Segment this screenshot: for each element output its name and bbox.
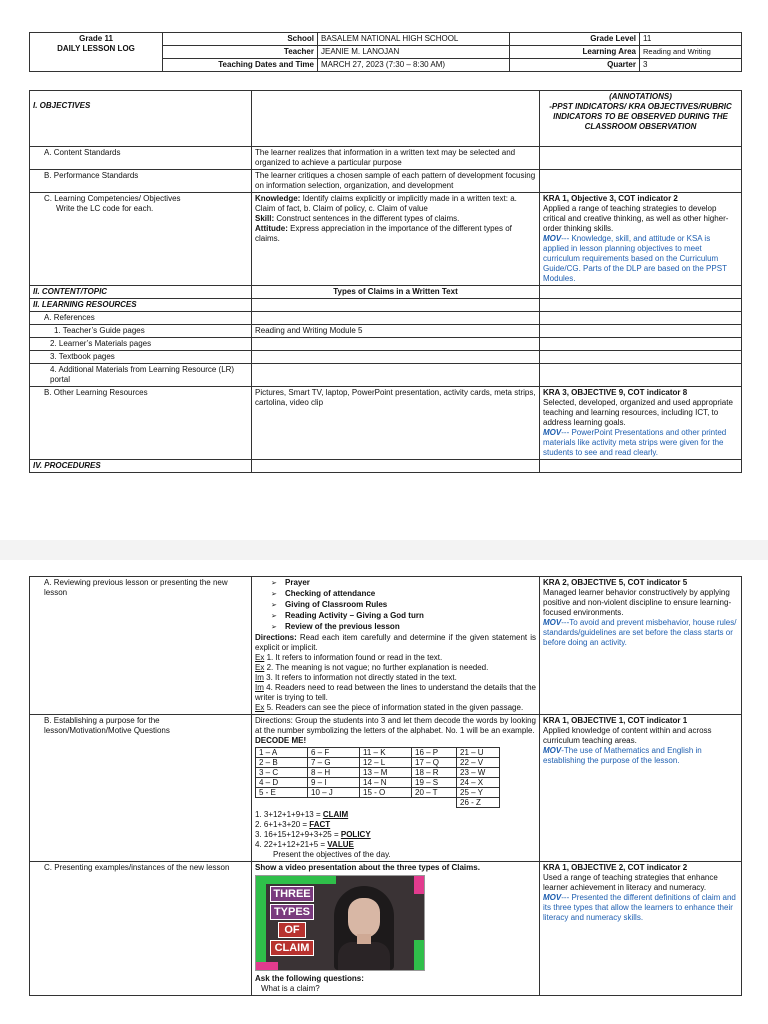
presenter-face (348, 898, 380, 938)
mov-text: --- PowerPoint Presentations and other printed materials like activity meta strips were given for the students to see and read clearly. (543, 428, 727, 457)
list-item: ➢ Prayer (285, 578, 536, 589)
empty-cell (540, 325, 742, 338)
objectives-annotation (540, 193, 742, 286)
answer-word: VALUE (327, 840, 354, 849)
directions-label: Directions: (255, 633, 297, 642)
competencies-label-cell (30, 193, 252, 286)
decode-cell: 5 - E (256, 788, 308, 798)
decode-cell: 14 – N (360, 778, 412, 788)
performance-standards-label: B. Performance Standards (30, 170, 252, 193)
kra-title: KRA 1, Objective 3, COT indicator 2 (543, 194, 678, 203)
question-item: What is a claim? (261, 984, 320, 993)
teacher-value: JEANIE M. LANOJAN (318, 46, 510, 59)
learners-materials-label: 2. Learner’s Materials pages (30, 338, 252, 351)
decode-cell: 17 – Q (412, 758, 457, 768)
procedure-c-annotation (540, 862, 742, 996)
decode-cell: 9 – I (308, 778, 360, 788)
thumbnail-word: OF (278, 922, 306, 938)
empty-cell (540, 312, 742, 325)
answer-equation: 3. 16+15+12+9+3+25 = (255, 830, 341, 839)
teachers-guide-label: 1. Teacher’s Guide pages (30, 325, 252, 338)
other-resources-value: Pictures, Smart TV, laptop, PowerPoint presentation, activity cards, meta strips, cartolina, video clip (252, 387, 540, 460)
empty-cell (252, 351, 540, 364)
kra-text: Selected, developed, organized and used appropriate teaching and learning resources, including ICT, to address learning goals. (543, 398, 733, 427)
empty-cell (252, 299, 540, 312)
procedures-title: IV. PROCEDURES (30, 460, 252, 473)
thumbnail-green-frame (414, 940, 424, 970)
kra-title: KRA 3, OBJECTIVE 9, COT indicator 8 (543, 388, 688, 397)
kra-text: Used a range of teaching strategies that enhance learner achievement in literacy and numeracy. (543, 873, 718, 892)
decode-cell: 10 – J (308, 788, 360, 798)
quarter-label: Quarter (510, 59, 640, 72)
item-tag: Ex (255, 663, 265, 672)
video-thumbnail[interactable] (255, 875, 425, 971)
thumbnail-word: CLAIM (270, 940, 314, 956)
decode-table (255, 747, 500, 808)
empty-cell (540, 338, 742, 351)
thumbnail-green-frame (256, 876, 266, 970)
procedure-a-content (252, 577, 540, 715)
other-resources-label: B. Other Learning Resources (30, 387, 252, 460)
decode-cell: 26 - Z (457, 798, 500, 808)
procedure-a-list (255, 578, 536, 633)
decode-cell: 15 - O (360, 788, 412, 798)
kra-text: Applied knowledge of content within and across curriculum teaching areas. (543, 726, 712, 745)
kra-title: KRA 1, OBJECTIVE 2, COT indicator 2 (543, 863, 688, 872)
decode-cell: 13 – M (360, 768, 412, 778)
header-title-cell (30, 33, 163, 72)
skill-text: Construct sentences in the different types of claims. (274, 214, 460, 223)
teachers-guide-value: Reading and Writing Module 5 (252, 325, 540, 338)
area-label: Learning Area (510, 46, 640, 59)
empty-cell (540, 364, 742, 387)
skill-label: Skill: (255, 214, 275, 223)
empty-cell (540, 460, 742, 473)
quarter-value: 3 (640, 59, 742, 72)
answer-equation: 1. 3+12+1+9+13 = (255, 810, 323, 819)
empty-cell (252, 338, 540, 351)
item-tag: Ex (255, 703, 265, 712)
mov-label: MOV (543, 893, 562, 902)
decode-cell: 1 – A (256, 748, 308, 758)
item-text: 4. Readers need to read between the lines to understand the details that the writer is trying to tell. (255, 683, 536, 702)
mov-text: -The use of Mathematics and English in establishing the purpose of the lesson. (543, 746, 702, 765)
answer-word: CLAIM (322, 810, 349, 819)
list-item: ➢ Giving of Classroom Rules (285, 600, 536, 611)
content-topic-title: II. CONTENT/TOPIC (30, 286, 252, 299)
kra-title: KRA 1, OBJECTIVE 1, COT indicator 1 (543, 716, 688, 725)
kra-text: Applied a range of teaching strategies to develop critical and creative thinking, as well as other higher-order thinking skills. (543, 204, 729, 233)
decode-cell: 7 – G (308, 758, 360, 768)
empty-cell (540, 286, 742, 299)
empty-cell (252, 460, 540, 473)
presenter-body (338, 942, 390, 970)
decode-directions: Directions: Group the students into 3 and let them decode the words by looking at the number symbolizing the letters of the alphabet. No. 1 will be an example. (255, 716, 536, 735)
item-text: 1. It refers to information found or read in the text. (264, 653, 443, 662)
resources-annotation (540, 387, 742, 460)
mov-label: MOV (543, 428, 562, 437)
thumbnail-title-box (270, 886, 314, 956)
dll-main-table (29, 90, 742, 473)
kra-title: KRA 2, OBJECTIVE 5, COT indicator 5 (543, 578, 688, 587)
competencies-value (252, 193, 540, 286)
empty-cell (540, 351, 742, 364)
procedure-b-content (252, 715, 540, 862)
mov-text: --- Knowledge, skill, and attitude or KSA is applied in lesson planning objectives to meet curriculum requirements based on the Curriculum Guide/CG. Parts of the DLP are based on the PPST Modules. (543, 234, 727, 283)
directions-text: Read each item carefully and determine if the given statement is explicit or implicit. (255, 633, 536, 652)
decode-cell: 24 – X (457, 778, 500, 788)
empty-cell (540, 299, 742, 312)
list-item: ➢ Review of the previous lesson (285, 622, 536, 633)
content-standards-label: A. Content Standards (30, 147, 252, 170)
item-tag: Im (255, 683, 264, 692)
decode-cell: 25 – Y (457, 788, 500, 798)
decode-cell: 16 – P (412, 748, 457, 758)
decode-cell: 2 – B (256, 758, 308, 768)
answer-equation: 4. 22+1+12+21+5 = (255, 840, 328, 849)
grade-title: Grade 11 (79, 34, 113, 43)
competencies-sub: Write the LC code for each. (56, 204, 154, 213)
mov-label: MOV (543, 618, 562, 627)
thumbnail-word: THREE (270, 886, 314, 902)
presenter-neck (357, 934, 371, 944)
attitude-label: Attitude: (255, 224, 288, 233)
performance-standards-value: The learner critiques a chosen sample of each pattern of development focusing on information selection, organization, and development (252, 170, 540, 193)
grade-level-label: Grade Level (510, 33, 640, 46)
video-instruction: Show a video presentation about the three types of Claims. (255, 863, 480, 872)
decode-cell: 19 – S (412, 778, 457, 788)
item-text: 5. Readers can see the piece of information stated in the given passage. (264, 703, 524, 712)
decode-cell: 4 – D (256, 778, 308, 788)
procedure-c-label: C. Presenting examples/instances of the new lesson (30, 862, 252, 996)
item-tag: Im (255, 673, 264, 682)
dates-value: MARCH 27, 2023 (7:30 – 8:30 AM) (318, 59, 510, 72)
procedure-b-annotation (540, 715, 742, 862)
references-label: A. References (30, 312, 252, 325)
empty-cell (252, 312, 540, 325)
decode-cell: 11 – K (360, 748, 412, 758)
objectives-title: I. OBJECTIVES (30, 91, 252, 147)
teacher-label: Teacher (163, 46, 318, 59)
thumbnail-green-frame (256, 876, 336, 884)
empty-cell (540, 147, 742, 170)
attitude-text: Express appreciation in the importance of the different types of claims. (255, 224, 512, 243)
competencies-label: C. Learning Competencies/ Objectives (44, 194, 181, 203)
additional-materials-label: 4. Additional Materials from Learning Resource (LR) portal (30, 364, 252, 387)
school-value: BASALEM NATIONAL HIGH SCHOOL (318, 33, 510, 46)
grade-level-value: 11 (640, 33, 742, 46)
item-tag: Ex (255, 653, 265, 662)
annotations-header: (ANNOTATIONS) -PPST INDICATORS/ KRA OBJECTIVES/RUBRIC INDICATORS TO BE OBSERVED DURING THE CLASSROOM OBSERVATION (540, 91, 742, 147)
kra-text: Managed learner behavior constructively by applying positive and non-violent discipline to ensure learning-focused environments. (543, 588, 732, 617)
ask-questions: Ask the following questions: (255, 974, 364, 983)
textbook-label: 3. Textbook pages (30, 351, 252, 364)
empty-cell (412, 798, 457, 808)
present-objectives: Present the objectives of the day. (273, 850, 391, 859)
decode-cell: 6 – F (308, 748, 360, 758)
empty-cell (256, 798, 308, 808)
thumbnail-word: TYPES (270, 904, 314, 920)
item-text: 3. It refers to information not directly stated in the text. (263, 673, 457, 682)
answer-word: POLICY (340, 830, 371, 839)
decode-cell: 3 – C (256, 768, 308, 778)
content-standards-value: The learner realizes that information in a written text may be selected and organized to achieve a particular purpose (252, 147, 540, 170)
empty-cell (360, 798, 412, 808)
mov-label: MOV (543, 746, 562, 755)
decode-cell: 8 – H (308, 768, 360, 778)
header-table (29, 32, 742, 72)
thumbnail-pink-frame (256, 962, 278, 970)
thumbnail-pink-frame (414, 876, 424, 894)
mov-text: ---To avoid and prevent misbehavior, house rules/ standards/guidelines are set before the class starts or before doing an activity. (543, 618, 737, 647)
decode-title: DECODE ME! (255, 736, 307, 745)
mov-label: MOV (543, 234, 562, 243)
decode-cell: 12 – L (360, 758, 412, 768)
knowledge-text: Identify claims explicitly or implicitly made in a written text: a. Claim of fact, b. Claim of policy, c. Claim of value (255, 194, 517, 213)
dates-label: Teaching Dates and Time (163, 59, 318, 72)
item-text: 2. The meaning is not vague; no further explanation is needed. (264, 663, 489, 672)
decode-cell: 20 – T (412, 788, 457, 798)
procedure-a-annotation (540, 577, 742, 715)
decode-cell: 18 – R (412, 768, 457, 778)
answer-word: FACT (309, 820, 331, 829)
answer-equation: 2. 6+1+3+20 = (255, 820, 310, 829)
empty-cell (540, 170, 742, 193)
list-item: ➢ Reading Activity – Giving a God turn (285, 611, 536, 622)
list-item: ➢ Checking of attendance (285, 589, 536, 600)
decode-cell: 21 – U (457, 748, 500, 758)
log-title: DAILY LESSON LOG (57, 44, 135, 53)
decode-cell: 22 – V (457, 758, 500, 768)
knowledge-label: Knowledge: (255, 194, 301, 203)
procedure-c-content (252, 862, 540, 996)
procedure-a-label: A. Reviewing previous lesson or presenting the new lesson (30, 577, 252, 715)
objectives-empty (252, 91, 540, 147)
school-label: School (163, 33, 318, 46)
empty-cell (308, 798, 360, 808)
area-value: Reading and Writing (640, 46, 742, 59)
empty-cell (252, 364, 540, 387)
mov-text: --- Presented the different definitions of claim and its three types that allow the learners to enhance their literacy and numeracy skills. (543, 893, 736, 922)
resources-title: II. LEARNING RESOURCES (30, 299, 252, 312)
procedures-table (29, 576, 742, 996)
decode-cell: 23 – W (457, 768, 500, 778)
content-topic-value: Types of Claims in a Written Text (252, 286, 540, 299)
procedure-b-label: B. Establishing a purpose for the lesson/Motivation/Motive Questions (30, 715, 252, 862)
